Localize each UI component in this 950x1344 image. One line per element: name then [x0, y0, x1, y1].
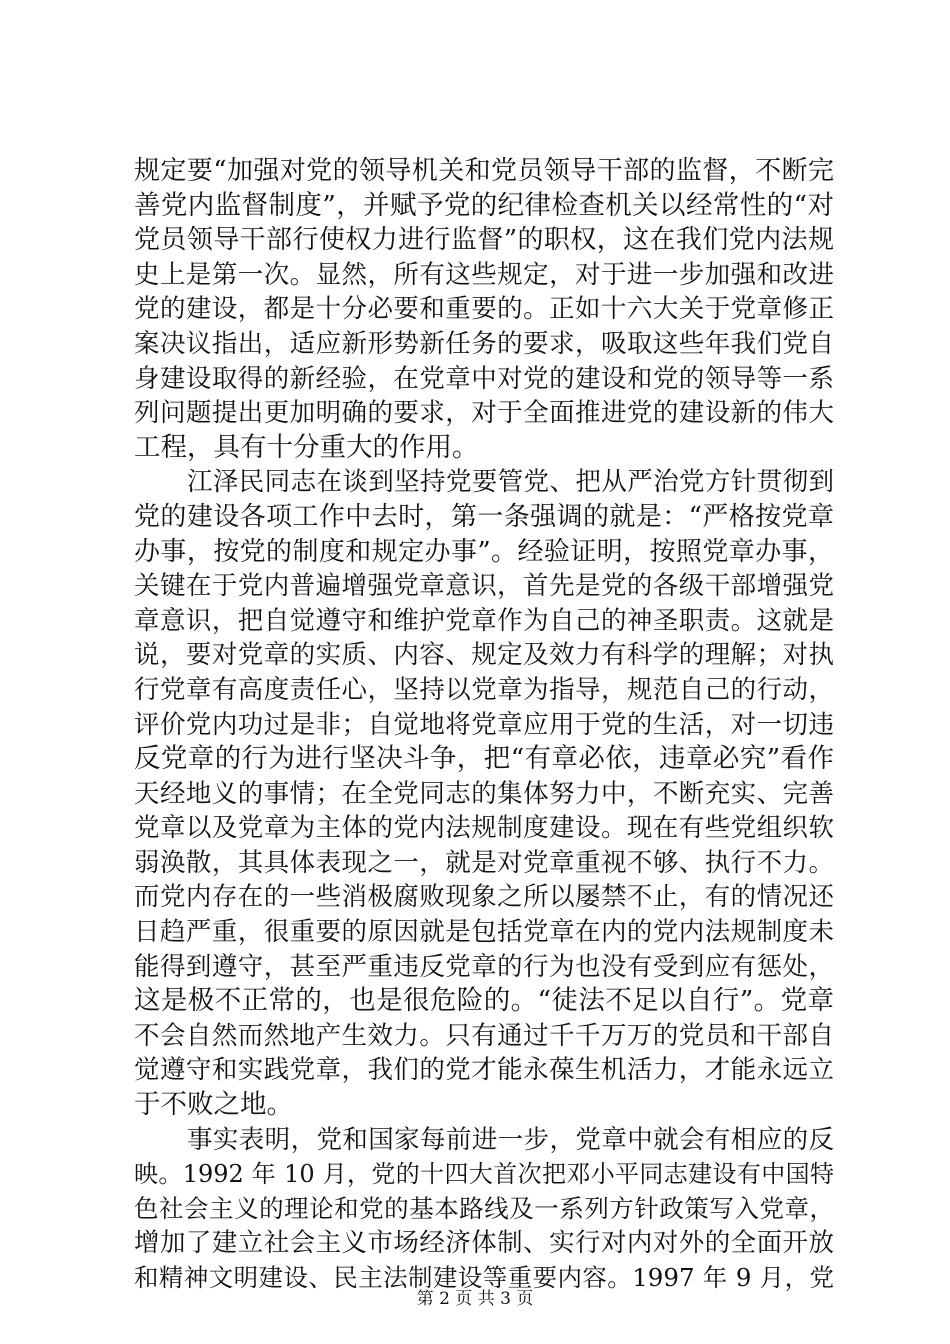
text-line: 天经地义的事情；在全党同志的集体努力中，不断充实、完善 — [134, 778, 834, 809]
text-line: 反党章的行为进行坚决斗争，把“有章必依，违章必究”看作 — [134, 743, 834, 775]
text-line: 关键在于党内普遍增强党章意识，首先是党的各级干部增强党 — [134, 571, 834, 602]
text-line: 党员领导干部行使权力进行监督”的职权，这在我们党内法规 — [134, 225, 834, 256]
page-number-footer: 第 2 页 共 3 页 — [416, 1289, 534, 1309]
text-line: 说，要对党章的实质、内容、规定及效力有科学的理解；对执 — [134, 640, 834, 671]
text-line: 党的建设各项工作中去时，第一条强调的就是：“严格按党章 — [134, 501, 834, 532]
text-line: 增加了建立社会主义市场经济体制、实行对内对外的全面开放 — [134, 1228, 834, 1259]
text-line: 这是极不正常的，也是很危险的。“徒法不足以自行”。党章 — [134, 985, 834, 1017]
paragraph-first-line: 江泽民同志在谈到坚持党要管党、把从严治党方针贯彻到 — [187, 467, 834, 498]
text-line: 列问题提出更加明确的要求，对于全面推进党的建设新的伟大 — [134, 398, 834, 429]
text-line: 和精神文明建设、民主法制建设等重要内容。1997 年 9 月，党 — [134, 1263, 834, 1292]
text-line: 史上是第一次。显然，所有这些规定，对于进一步加强和改进 — [134, 259, 834, 290]
text-line: 章意识，把自觉遵守和维护党章作为自己的神圣职责。这就是 — [134, 605, 834, 636]
text-line: 色社会主义的理论和党的基本路线及一系列方针政策写入党章， — [134, 1193, 834, 1223]
text-line: 而党内存在的一些消极腐败现象之所以屡禁不止，有的情况还 — [134, 882, 834, 913]
text-line: 于不败之地。 — [134, 1089, 293, 1121]
text-line: 工程，具有十分重大的作用。 — [134, 431, 479, 463]
text-line: 评价党内功过是非；自觉地将党章应用于党的生活，对一切违 — [134, 709, 834, 740]
text-line: 规定要“加强对党的领导机关和党员领导干部的监督，不断完 — [134, 156, 834, 186]
text-line: 弱涣散，其具体表现之一，就是对党章重视不够、执行不力。 — [134, 847, 834, 878]
text-line: 不会自然而然地产生效力。只有通过千千万万的党员和干部自 — [134, 1020, 834, 1051]
text-line: 能得到遵守，甚至严重违反党章的行为也没有受到应有惩处， — [134, 951, 834, 982]
body-text — [134, 154, 834, 1296]
text-line: 身建设取得的新经验，在党章中对党的建设和党的领导等一系 — [134, 363, 834, 394]
text-line: 党的建设，都是十分必要和重要的。正如十六大关于党章修正 — [134, 294, 834, 325]
text-line: 办事，按党的制度和规定办事”。经验证明，按照党章办事， — [134, 536, 834, 567]
paragraph-first-line: 事实表明，党和国家每前进一步，党章中就会有相应的反 — [187, 1124, 834, 1155]
text-line: 案决议指出，适应新形势新任务的要求，吸取这些年我们党自 — [134, 328, 834, 359]
text-line: 日趋严重，很重要的原因就是包括党章在内的党内法规制度未 — [134, 917, 834, 948]
text-line: 党章以及党章为主体的党内法规制度建设。现在有些党组织软 — [134, 813, 834, 844]
text-line: 觉遵守和实践党章，我们的党才能永葆生机活力，才能永远立 — [134, 1055, 834, 1086]
text-line: 映。1992 年 10 月，党的十四大首次把邓小平同志建设有中国特 — [134, 1160, 834, 1189]
text-line: 行党章有高度责任心，坚持以党章为指导，规范自己的行动， — [134, 674, 834, 705]
text-line: 善党内监督制度”，并赋予党的纪律检查机关以经常性的“对 — [134, 189, 834, 221]
